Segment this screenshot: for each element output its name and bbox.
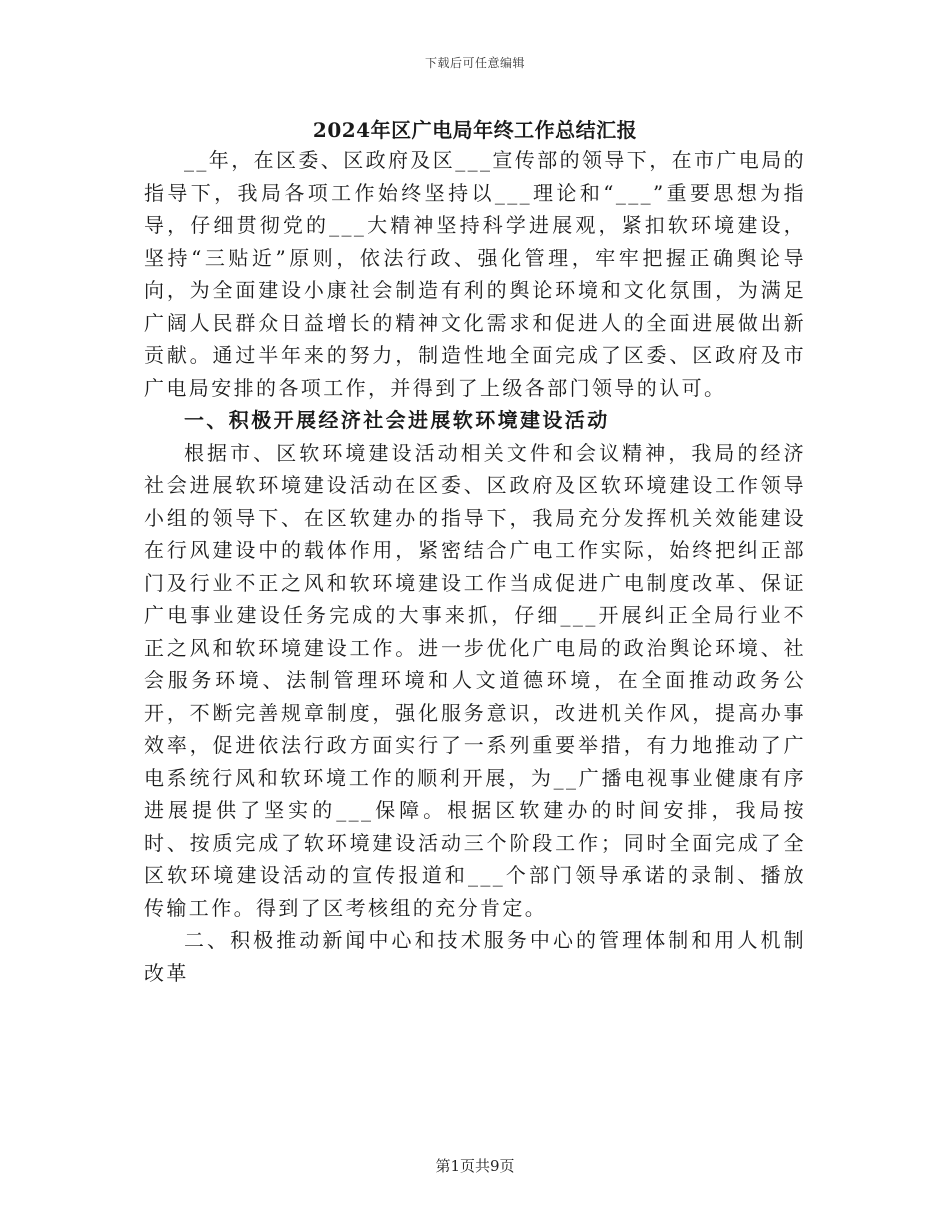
document-body (144, 144, 806, 989)
section-1-paragraph: 根据市、区软环境建设活动相关文件和会议精神，我局的经济社会进展软环境建设活动在区委、区政府及区软环境建设工作领导小组的领导下、在区软建办的指导下，我局充分发挥机关效能建设在行风建设中的载体作用，紧密结合广电工作实际，始终把纠正部门及行业不正之风和软环境建设工作当成促进广电制度改革、保证广电事业建设任务完成的大事来抓，仔细___开展纠正全局行业不正之风和软环境建设工作。进一步优化广电局的政治舆论环境、社会服务环境、法制管理环境和人文道德环境，在全面推动政务公开，不断完善规章制度，强化服务意识，改进机关作风，提高办事效率，促进依法行政方面实行了一系列重要举措，有力地推动了广电系统行风和软环境工作的顺利开展，为__广播电视事业健康有序进展提供了坚实的___保障。根据区软建办的时间安排，我局按时、按质完成了软环境建设活动三个阶段工作；同时全面完成了全区软环境建设活动的宣传报道和___个部门领导承诺的录制、播放传输工作。得到了区考核组的充分肯定。 (144, 440, 806, 920)
section-1-heading: 一、积极开展经济社会进展软环境建设活动 (184, 408, 610, 432)
page-number: 第1页共9页 (435, 1157, 515, 1175)
intro-paragraph: __年，在区委、区政府及区___宣传部的领导下，在市广电局的指导下，我局各项工作始终坚持以___理论和“___”重要思想为指导，仔细贯彻党的___大精神坚持科学进展观，紧扣软环境建设，坚持“三贴近”原则，依法行政、强化管理，牢牢把握正确舆论导向，为全面建设小康社会制造有利的舆论环境和文化氛围，为满足广阔人民群众日益增长的精神文化需求和促进人的全面进展做出新贡献。通过半年来的努力，制造性地全面完成了区委、区政府及市广电局安排的各项工作，并得到了上级各部门领导的认可。 (144, 148, 806, 400)
page-header-note: 下载后可任意编辑 (424, 56, 525, 70)
section-2-heading: 二、积极推动新闻中心和技术服务中心的管理体制和用人机制改革 (144, 928, 806, 985)
document-title: 2024年区广电局年终工作总结汇报 (312, 118, 638, 142)
